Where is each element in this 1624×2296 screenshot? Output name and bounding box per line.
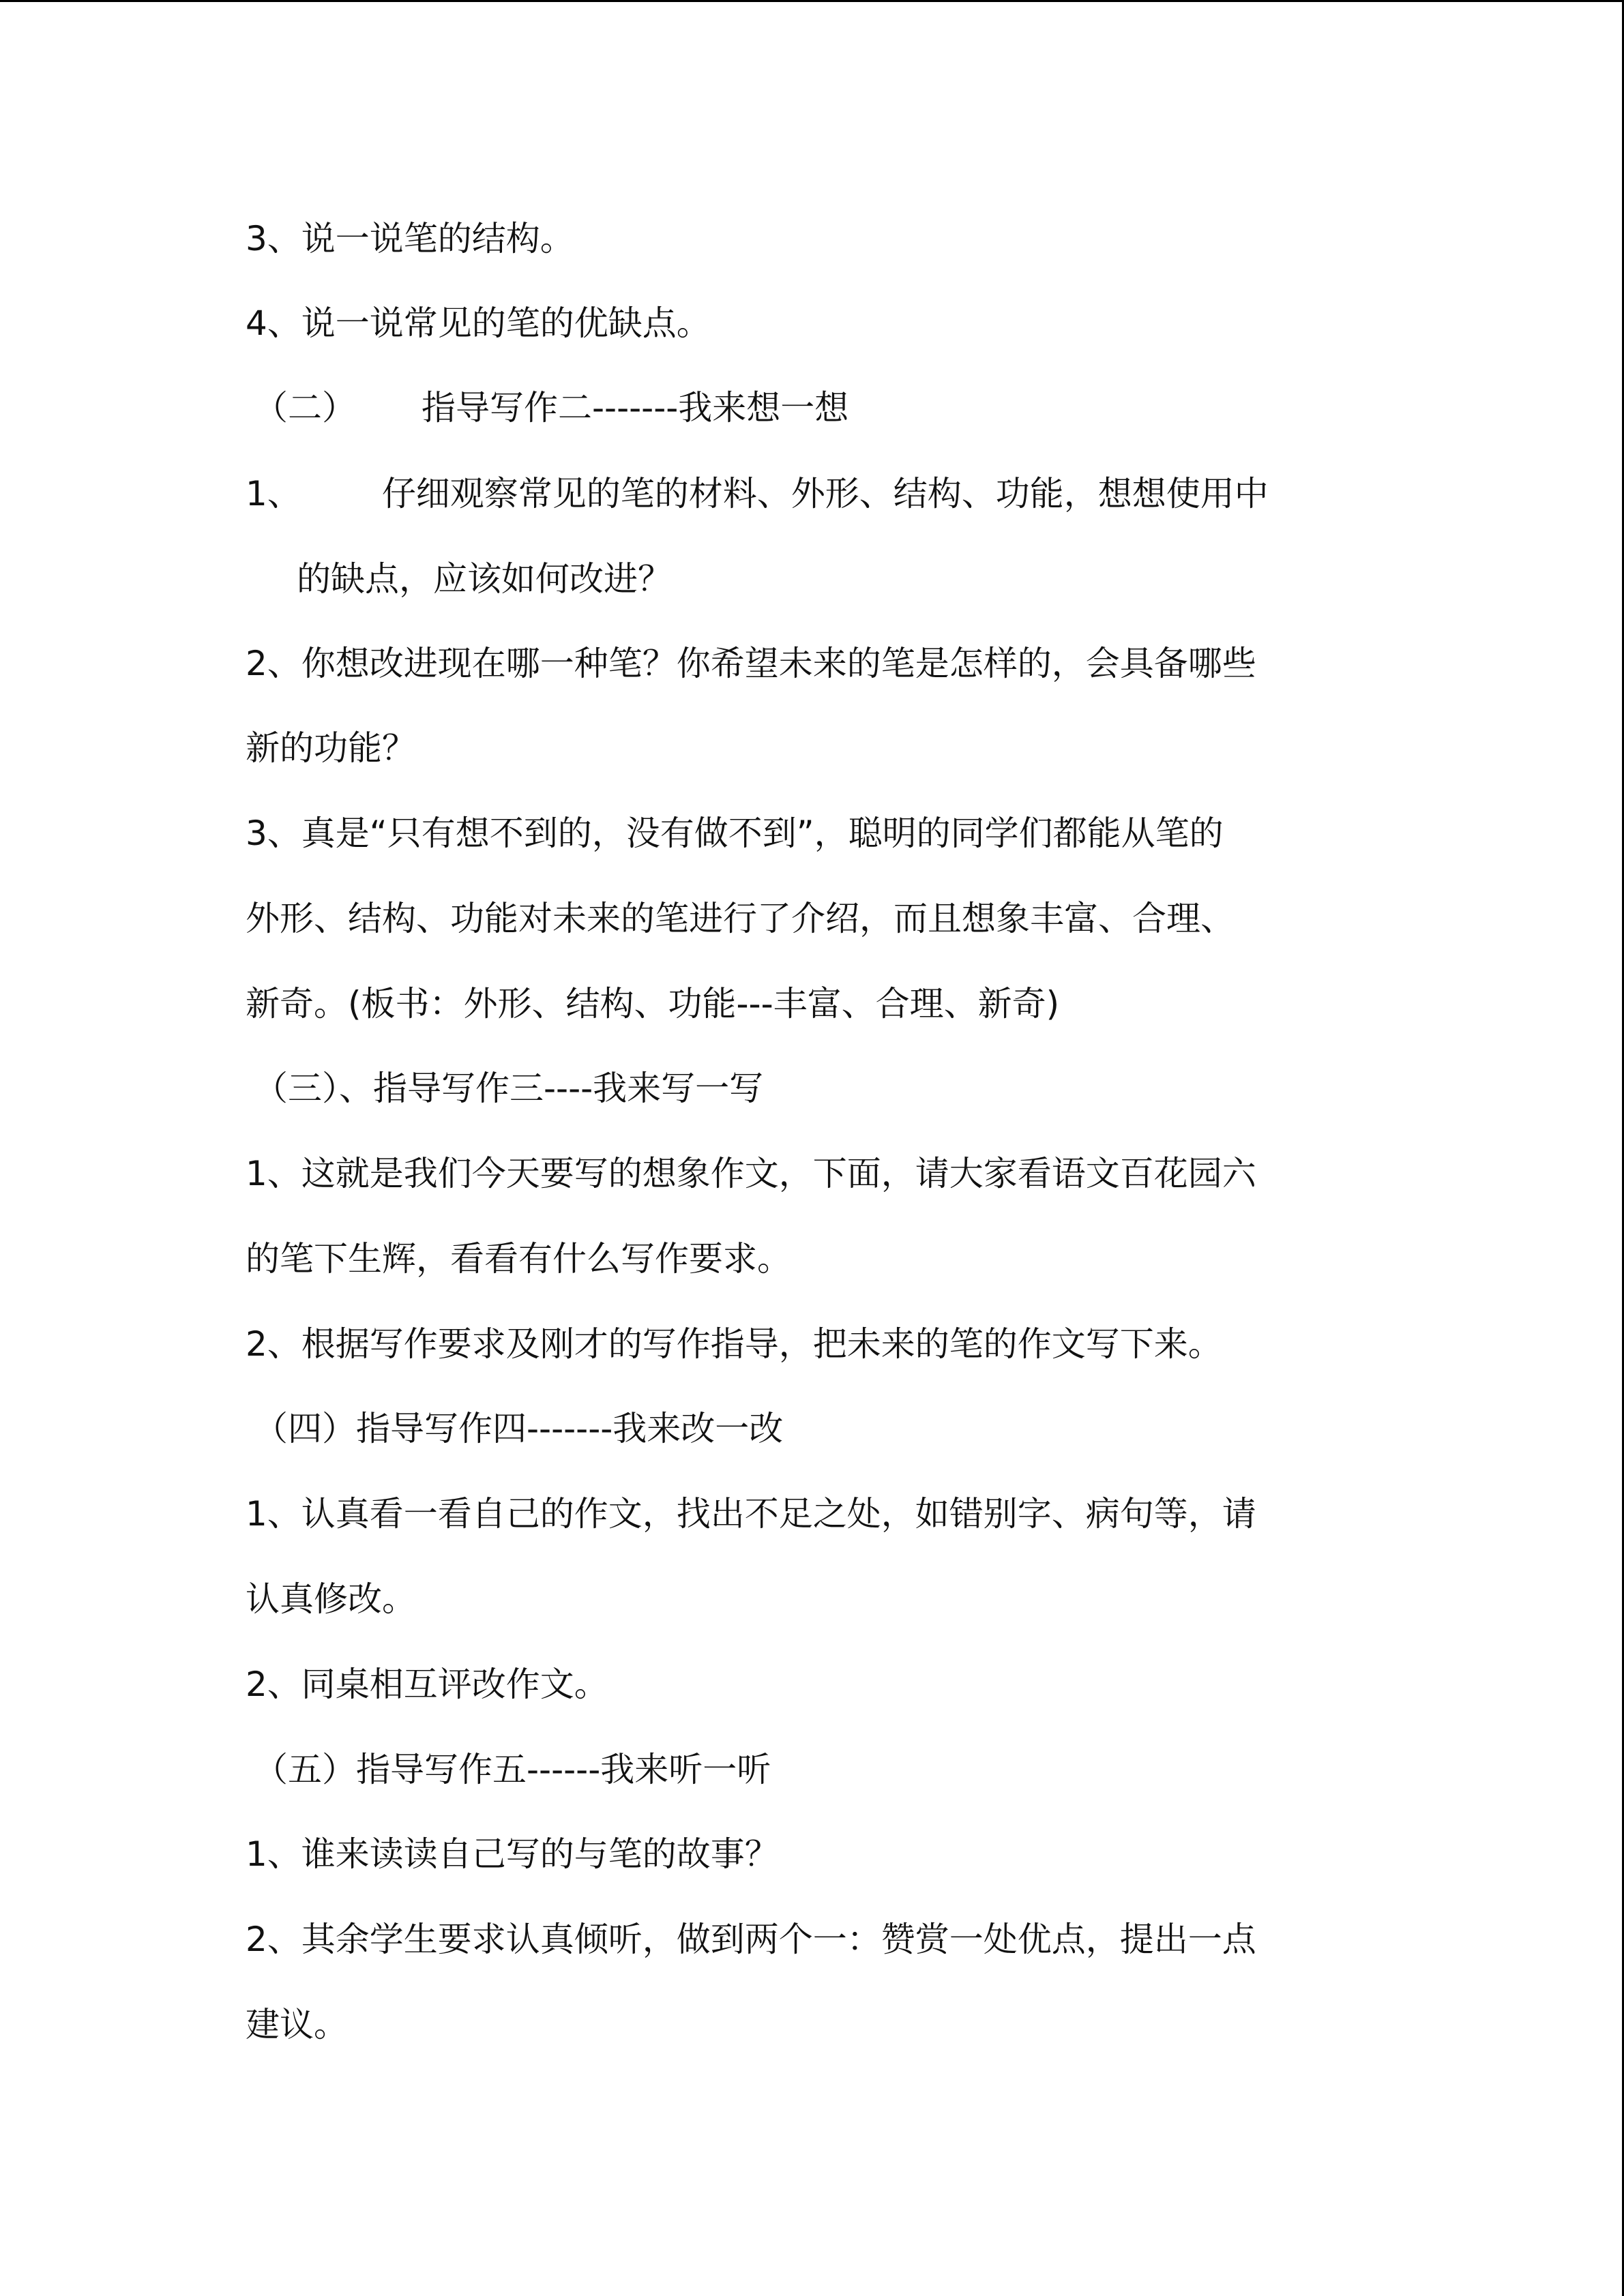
text-line: 建议。: [246, 2005, 348, 2044]
section-number: （二）: [254, 388, 356, 428]
text-line: 1、谁来读读自己写的与笔的故事？: [246, 1834, 779, 1874]
text-line: 1、认真看一看自己的作文，找出不足之处，如错别字、病句等，请: [246, 1494, 1256, 1534]
section-heading-4: （四）指导写作四-------我来改一改: [254, 1409, 784, 1448]
item-number: 1、: [246, 474, 301, 513]
text-line: 3、说一说笔的结构。: [246, 219, 574, 258]
text-line: 外形、结构、功能对未来的笔进行了介绍，而且想象丰富、合理、: [246, 899, 1235, 938]
section-heading-2: [254, 387, 1400, 429]
item-text: 仔细观察常见的笔的材料、外形、结构、功能，想想使用中: [381, 474, 1269, 513]
text-line: 的笔下生辉，看看有什么写作要求。: [246, 1239, 791, 1279]
text-line: 2、根据写作要求及刚才的写作指导，把未来的笔的作文写下来。: [246, 1324, 1222, 1364]
text-line: 4、说一说常见的笔的优缺点。: [246, 303, 711, 343]
page-top-border: [0, 0, 1624, 2]
text-line: 认真修改。: [246, 1579, 416, 1619]
text-line: 新奇。(板书：外形、结构、功能---丰富、合理、新奇): [246, 984, 1060, 1024]
text-line: [246, 473, 1391, 515]
section-title: 指导写作二-------我来想一想: [422, 388, 849, 428]
text-line: 2、同桌相互评改作文。: [246, 1665, 608, 1704]
text-line: 2、其余学生要求认真倾听，做到两个一：赞赏一处优点，提出一点: [246, 1920, 1256, 1959]
text-line: 3、真是“只有想不到的，没有做不到”，聪明的同学们都能从笔的: [246, 814, 1224, 853]
text-line: 1、这就是我们今天要写的想象作文，下面，请大家看语文百花园六: [246, 1154, 1256, 1193]
text-line: 2、你想改进现在哪一种笔？你希望未来的笔是怎样的，会具备哪些: [246, 644, 1256, 683]
text-line: 的缺点，应该如何改进？: [297, 559, 672, 599]
section-heading-3: （三）、指导写作三----我来写一写: [254, 1069, 764, 1108]
section-heading-5: （五）指导写作五------我来听一听: [254, 1750, 771, 1789]
text-line: 新的功能？: [246, 728, 416, 768]
